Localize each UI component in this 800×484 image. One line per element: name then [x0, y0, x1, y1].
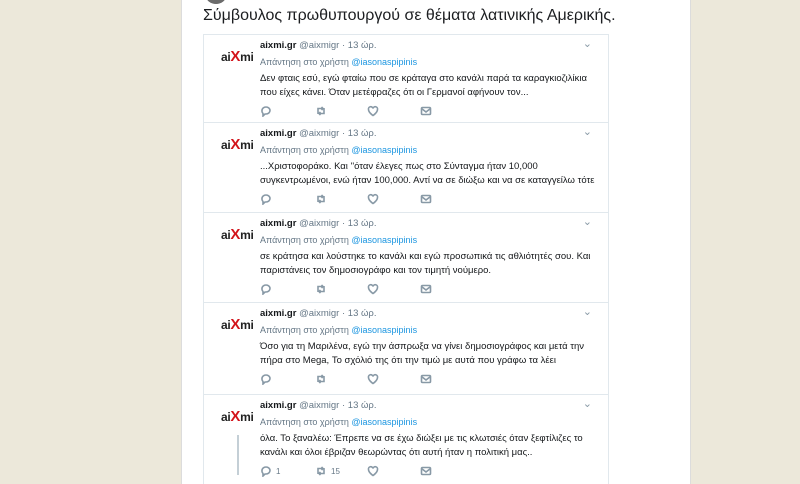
direct-message-button[interactable]	[420, 104, 432, 118]
tweet-text: Όσο για τη Μαριλένα, εγώ την άσπρωξα να γίνει δημοσιογράφος και μετά την πήρα στο Mega, Το σχόλιό της ότι την τιμώ με αυτά που γράφω τα λέει	[260, 341, 585, 366]
like-button[interactable]	[367, 464, 383, 478]
tweet-item[interactable]	[204, 303, 608, 395]
reply-context	[260, 417, 417, 427]
heart-icon	[367, 373, 379, 385]
aixmi-logo[interactable]: aiXmi	[221, 136, 254, 153]
reply-handle-link[interactable]: @iasonaspipinis	[351, 145, 418, 155]
chevron-down-icon[interactable]: ⌄	[582, 306, 592, 318]
tweet-author-name[interactable]: aixmi.gr	[260, 40, 297, 51]
envelope-icon	[420, 105, 432, 117]
retweet-button[interactable]	[315, 372, 331, 386]
tweet-text: Δεν φταις εσύ, εγώ φταίω που σε κράταγα στο κανάλι παρά τα καραγκιοζιλίκια που είχες κάνει. Όταν μετέφραζες ότι οι Γερμανοί αφήνουν τον...	[260, 73, 587, 98]
tweet-header	[260, 40, 376, 51]
tweet-header	[260, 400, 376, 411]
retweet-icon	[315, 283, 327, 295]
reply-icon	[260, 465, 272, 477]
reply-icon	[260, 283, 272, 295]
reply-context	[260, 145, 417, 155]
reply-button[interactable]	[260, 282, 276, 296]
reply-icon	[260, 193, 272, 205]
like-button[interactable]	[367, 282, 383, 296]
tweet-header	[260, 218, 376, 229]
reply-context	[260, 325, 417, 335]
envelope-icon	[420, 283, 432, 295]
tweet-item[interactable]	[204, 395, 608, 484]
tweet-item[interactable]	[204, 213, 608, 303]
reply-count: 1	[276, 466, 281, 476]
tweet-time[interactable]: · 13 ώρ.	[341, 218, 377, 229]
tweet-text: σε κράτησα και λούστηκε το κανάλι και εγώ προσωπικά τις αθλιότητές σου. Και παριστάνεις τον δημοσιογράφο και τον τιμητή νούμερο.	[260, 251, 591, 276]
envelope-icon	[420, 373, 432, 385]
tweet-author-handle[interactable]: @aixmigr	[299, 308, 340, 319]
retweet-button[interactable]	[315, 282, 331, 296]
reply-prefix: Απάντηση στο χρήστη	[260, 235, 349, 245]
retweet-count: 15	[331, 466, 340, 476]
heart-icon	[367, 193, 379, 205]
tweet-item[interactable]	[204, 35, 608, 123]
aixmi-logo[interactable]: aiXmi	[221, 408, 254, 425]
tweet-author-name[interactable]: aixmi.gr	[260, 308, 297, 319]
aixmi-logo[interactable]: aiXmi	[221, 316, 254, 333]
like-button[interactable]	[367, 192, 383, 206]
tweet-author-name[interactable]: aixmi.gr	[260, 400, 297, 411]
reply-handle-link[interactable]: @iasonaspipinis	[351, 417, 418, 427]
retweet-icon	[315, 373, 327, 385]
heart-icon	[367, 105, 379, 117]
reply-button[interactable]	[260, 104, 276, 118]
thread-connector-line	[237, 435, 239, 475]
tweet-header	[260, 308, 376, 319]
envelope-icon	[420, 465, 432, 477]
reply-context	[260, 235, 417, 245]
tweet-thread-screenshot	[203, 34, 609, 484]
reply-button[interactable]	[260, 192, 276, 206]
tweet-time[interactable]: · 13 ώρ.	[341, 400, 377, 411]
chevron-down-icon[interactable]: ⌄	[582, 126, 592, 138]
envelope-icon	[420, 193, 432, 205]
tweet-author-handle[interactable]: @aixmigr	[299, 400, 340, 411]
reply-handle-link[interactable]: @iasonaspipinis	[351, 235, 418, 245]
reply-icon	[260, 105, 272, 117]
heart-icon	[367, 465, 379, 477]
aixmi-logo[interactable]: aiXmi	[221, 48, 254, 65]
retweet-button[interactable]	[315, 192, 331, 206]
tweet-header	[260, 128, 376, 139]
tweet-time[interactable]: · 13 ώρ.	[341, 40, 377, 51]
retweet-button[interactable]	[315, 104, 331, 118]
direct-message-button[interactable]	[420, 282, 432, 296]
tweet-author-handle[interactable]: @aixmigr	[299, 218, 340, 229]
direct-message-button[interactable]	[420, 192, 432, 206]
tweet-text: ...Χριστοφοράκο. Και ''όταν έλεγες πως στο Σύνταγμα ήταν 10,000 συγκεντρωμένοι, ενώ ήταν 100,000. Αντί να σε διώξω και να σε καταγγείλω τότε	[260, 161, 595, 186]
reply-button[interactable]	[260, 464, 280, 478]
chevron-down-icon[interactable]: ⌄	[582, 38, 592, 50]
tweet-time[interactable]: · 13 ώρ.	[341, 308, 377, 319]
retweet-icon	[315, 465, 327, 477]
tweet-author-handle[interactable]: @aixmigr	[299, 40, 340, 51]
reply-button[interactable]	[260, 372, 276, 386]
tweet-text: όλα. Το ξαναλέω: Έπρεπε να σε έχω διώξει με τις κλωτσιές όταν ξεφτίλιζες το κανάλι και όλοι έβριζαν θεωρώντας ότι αυτή ήταν η πολιτική μας..	[260, 433, 583, 458]
reply-handle-link[interactable]: @iasonaspipinis	[351, 325, 418, 335]
reply-context	[260, 57, 417, 67]
chevron-down-icon[interactable]: ⌄	[582, 398, 592, 410]
tweet-author-name[interactable]: aixmi.gr	[260, 128, 297, 139]
tweet-time[interactable]: · 13 ώρ.	[341, 128, 377, 139]
reply-handle-link[interactable]: @iasonaspipinis	[351, 57, 418, 67]
reply-icon	[260, 373, 272, 385]
post-caption: Σύμβουλος πρωθυπουργού σε θέματα λατινικής Αμερικής.	[203, 7, 616, 24]
tweet-item[interactable]	[204, 123, 608, 213]
tweet-author-name[interactable]: aixmi.gr	[260, 218, 297, 229]
direct-message-button[interactable]	[420, 372, 432, 386]
retweet-icon	[315, 105, 327, 117]
retweet-button[interactable]	[315, 464, 340, 478]
reply-prefix: Απάντηση στο χρήστη	[260, 145, 349, 155]
chevron-down-icon[interactable]: ⌄	[582, 216, 592, 228]
direct-message-button[interactable]	[420, 464, 432, 478]
heart-icon	[367, 283, 379, 295]
like-button[interactable]	[367, 372, 383, 386]
like-button[interactable]	[367, 104, 383, 118]
reply-prefix: Απάντηση στο χρήστη	[260, 57, 349, 67]
aixmi-logo[interactable]: aiXmi	[221, 226, 254, 243]
tweet-author-handle[interactable]: @aixmigr	[299, 128, 340, 139]
reply-prefix: Απάντηση στο χρήστη	[260, 417, 349, 427]
retweet-icon	[315, 193, 327, 205]
reply-prefix: Απάντηση στο χρήστη	[260, 325, 349, 335]
